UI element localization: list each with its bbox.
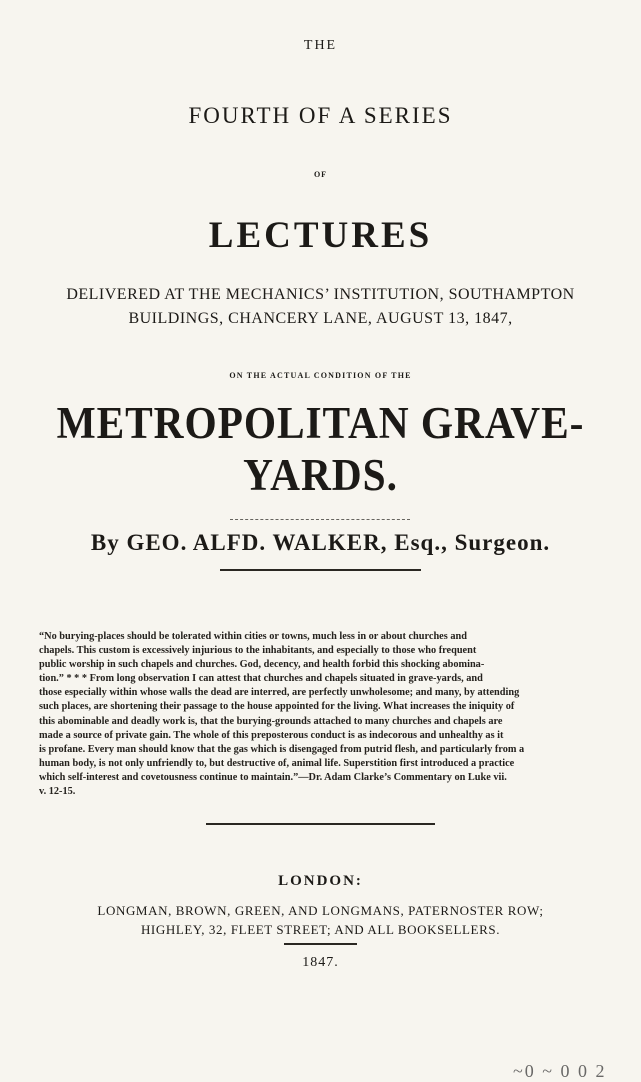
quote-line: v. 12-15. [39,786,76,798]
library-stamp: ~0 ~ 0 0 2 [513,1061,607,1081]
quote-line: tion.” * * * From long observation I can attest that churches and chapels situated in grave-yards, and [39,673,483,685]
heading-lectures: LECTURES [208,215,433,256]
venue-line-2: BUILDINGS, CHANCERY LANE, AUGUST 13, 1847, [128,310,513,327]
quote-line: human body, is not only unfriendly to, but destructive of, animal life. Superstition first introduced a practice [39,757,515,769]
venue-line-1: DELIVERED AT THE MECHANICS’ INSTITUTION, SOUTHAMPTON [66,286,575,303]
subject-intro: ON THE ACTUAL CONDITION OF THE [229,371,412,380]
imprint-year: 1847. [302,955,339,970]
divider-rule [230,519,410,520]
quote-line: those especially within whose walls the dead are interred, are perfectly unwholesome; and many, by attending [39,687,520,699]
quote-line: such places, are shortening their passage to the house appointed for the living. What increases the iniquity of [39,701,515,713]
imprint-city: LONDON: [278,873,363,889]
quote-line: public worship in such chapels and churches. God, decency, and health forbid this shocking abomina- [39,659,485,671]
epigraph-quote [39,630,602,799]
main-title: METROPOLITAN GRAVE-YARDS. [56,398,585,500]
quote-line: is profane. Every man should know that the gas which is disengaged from putrid flesh, and particularly from a [39,743,525,755]
imprint-publisher-line-1: LONGMAN, BROWN, GREEN, AND LONGMANS, PATERNOSTER ROW; [97,903,544,918]
quote-line: made a source of private gain. The whole of this preposterous conduct is as indecorous and unhealthy as it [39,729,504,741]
divider-rule [284,943,357,945]
heading-of: OF [313,170,328,179]
quote-line: chapels. This custom is excessively injurious to the inhabitants, and especially to those who frequent [39,645,477,657]
author-line: By GEO. ALFD. WALKER, Esq., Surgeon. [90,530,551,555]
heading-series: FOURTH OF A SERIES [188,103,453,128]
quote-line: which self-interest and covetousness continue to maintain.”—Dr. Adam Clarke’s Commentary on Luke vii. [39,771,507,783]
imprint-publisher-line-2: HIGHLEY, 32, FLEET STREET; AND ALL BOOKSELLERS. [140,922,501,937]
divider-rule [206,823,435,825]
divider-rule [220,569,421,571]
quote-line: this abominable and deadly work is, that the burying-grounds attached to many churches and chapels are [39,715,503,727]
heading-the: THE [303,38,338,53]
quote-line: “No burying-places should be tolerated within cities or towns, much less in or about churches and [39,631,467,642]
